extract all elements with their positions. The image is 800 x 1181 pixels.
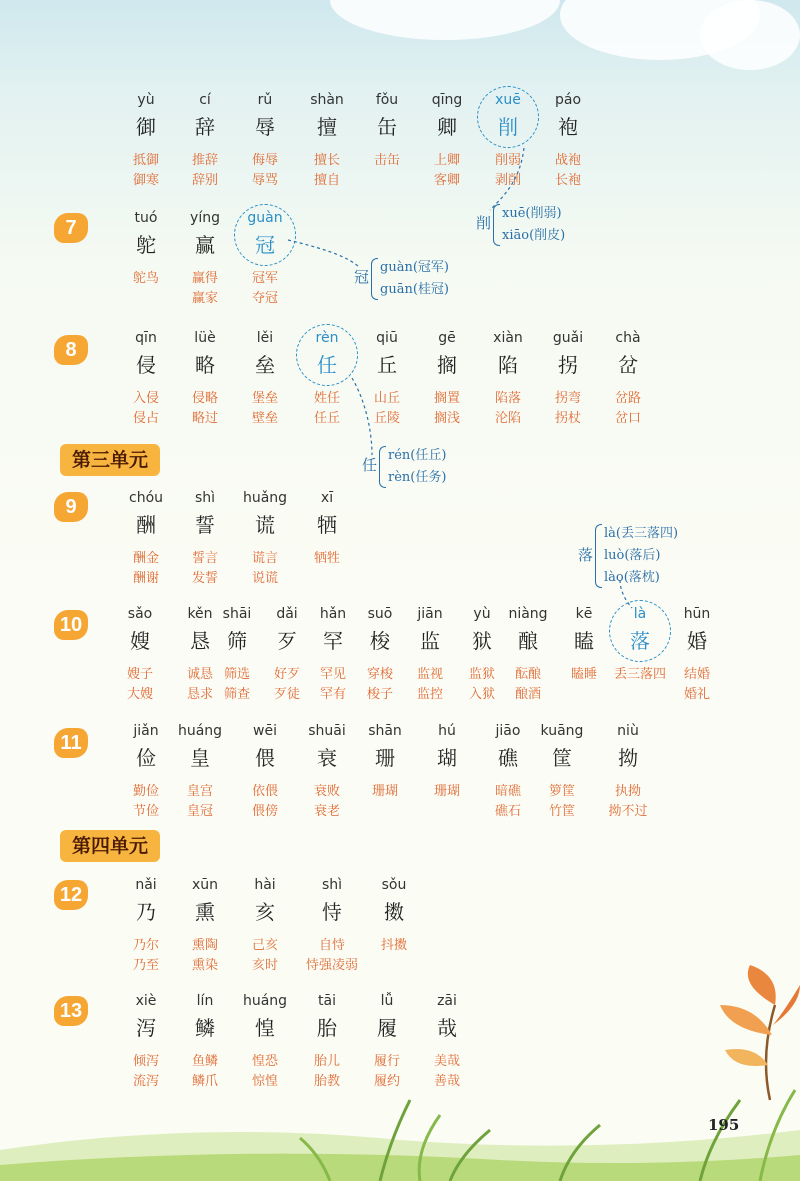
vocab-word: 乃至 — [132, 958, 160, 973]
vocab-word: 鱼鳞 — [191, 1054, 219, 1069]
polyphonic-char: 削 — [476, 214, 492, 232]
vocab-word: 竹筐 — [548, 804, 576, 819]
pinyin: qīn — [135, 330, 157, 346]
pinyin: lǚ — [380, 993, 394, 1009]
hanzi-character: 卿 — [437, 115, 457, 139]
pinyin: fǒu — [375, 92, 399, 108]
vocab-word: 偎傍 — [251, 804, 279, 819]
pinyin: huáng — [177, 723, 223, 739]
lesson-number-badge: 11 — [54, 728, 88, 758]
pinyin: gē — [438, 330, 456, 346]
vocab-word: 熏陶 — [191, 938, 219, 953]
pinyin: huáng — [242, 993, 288, 1009]
vocab-word: 诚恳 — [186, 667, 214, 682]
unit-header-3: 第三单元 — [60, 444, 160, 476]
vocab-word: 美哉 — [433, 1054, 461, 1069]
hanzi-character: 辱 — [255, 115, 275, 139]
lesson-number-badge: 9 — [54, 492, 88, 522]
polyphonic-char: 落 — [578, 546, 594, 564]
vocab-word: 丘陵 — [373, 411, 401, 426]
hanzi-character: 辞 — [195, 115, 215, 139]
reading-line: lào(落枕) — [604, 570, 660, 585]
vocab-word: 好歹 — [273, 667, 301, 682]
hanzi-character: 熏 — [195, 900, 215, 924]
vocab-word: 牺牲 — [313, 551, 341, 566]
vocab-word: 暗礁 — [494, 784, 522, 799]
hanzi-character: 侵 — [136, 353, 156, 377]
vocab-word: 御寒 — [132, 173, 160, 188]
vocab-word: 穿梭 — [366, 667, 394, 682]
vocab-word: 酿酒 — [514, 687, 542, 702]
lesson-number-badge: 8 — [54, 335, 88, 365]
lesson-number-badge: 13 — [54, 996, 88, 1026]
vocab-word: 酝酿 — [514, 667, 542, 682]
vocab-word: 客卿 — [433, 173, 461, 188]
hanzi-character: 乃 — [136, 900, 156, 924]
hanzi-character: 酿 — [518, 629, 538, 653]
vocab-word: 罕见 — [319, 667, 347, 682]
vocab-word: 长袍 — [554, 173, 582, 188]
vocab-word: 上卿 — [433, 153, 461, 168]
vocab-word: 惊惶 — [251, 1074, 279, 1089]
vocab-word: 入侵 — [132, 391, 160, 406]
pinyin: yù — [137, 92, 155, 108]
vocab-word: 执拗 — [614, 784, 642, 799]
vocab-word: 擅自 — [313, 173, 341, 188]
hanzi-character: 牺 — [317, 513, 337, 537]
vocab-word: 鳞爪 — [191, 1074, 219, 1089]
polyphonic-char: 任 — [362, 456, 378, 474]
pinyin: dǎi — [276, 606, 298, 622]
hanzi-character: 谎 — [255, 513, 275, 537]
vocab-word: 恃强凌弱 — [305, 958, 359, 973]
vocab-word: 惶恐 — [251, 1054, 279, 1069]
vocab-word: 谎言 — [251, 551, 279, 566]
vocab-word: 嫂子 — [126, 667, 154, 682]
hanzi-character: 恳 — [190, 629, 210, 653]
hanzi-character: 礁 — [498, 746, 518, 770]
pinyin: wēi — [253, 723, 277, 739]
hanzi-character: 拗 — [618, 746, 638, 770]
hanzi-character: 珊 — [375, 746, 395, 770]
vocab-word: 亥时 — [251, 958, 279, 973]
hanzi-character: 擞 — [384, 900, 404, 924]
hanzi-character: 冠 — [255, 233, 275, 257]
hanzi-character: 削 — [498, 115, 518, 139]
vocab-word: 筛查 — [223, 687, 251, 702]
vocab-word: 入狱 — [468, 687, 496, 702]
hanzi-character: 歹 — [277, 629, 297, 653]
polyphonic-char: 冠 — [354, 268, 370, 286]
hanzi-character: 泻 — [136, 1016, 156, 1040]
lesson-number-badge: 12 — [54, 880, 88, 910]
vocab-word: 剥削 — [494, 173, 522, 188]
vocab-word: 箩筐 — [548, 784, 576, 799]
pinyin: yíng — [190, 210, 220, 226]
vocab-word: 依偎 — [251, 784, 279, 799]
vocab-word: 拐弯 — [554, 391, 582, 406]
hanzi-character: 嫂 — [130, 629, 150, 653]
vocab-word: 酬谢 — [132, 571, 160, 586]
pinyin: kuāng — [540, 723, 584, 739]
vocab-word: 战袍 — [554, 153, 582, 168]
hanzi-character: 衰 — [317, 746, 337, 770]
pinyin: hūn — [683, 606, 711, 622]
vocab-word: 筛选 — [223, 667, 251, 682]
vocab-word: 己亥 — [251, 938, 279, 953]
vocab-word: 发誓 — [191, 571, 219, 586]
vocab-word: 歹徒 — [273, 687, 301, 702]
pinyin: qiū — [376, 330, 398, 346]
hanzi-character: 胎 — [317, 1016, 337, 1040]
vocab-word: 衰老 — [313, 804, 341, 819]
vocab-word: 结婚 — [683, 667, 711, 682]
hanzi-character: 俭 — [136, 746, 156, 770]
pinyin: rǔ — [257, 92, 273, 108]
vocab-word: 珊瑚 — [371, 784, 399, 799]
vocab-word: 礁石 — [494, 804, 522, 819]
hanzi-character: 搁 — [437, 353, 457, 377]
pinyin: yù — [473, 606, 491, 622]
hanzi-character: 筐 — [552, 746, 572, 770]
hanzi-character: 缶 — [377, 115, 397, 139]
pinyin: jiān — [417, 606, 443, 622]
hanzi-character: 皇 — [190, 746, 210, 770]
pinyin: tāi — [318, 993, 336, 1009]
page-number: 195 — [708, 1116, 740, 1134]
pinyin: sǒu — [381, 877, 407, 893]
pinyin: hǎn — [319, 606, 347, 622]
vocab-word: 罕有 — [319, 687, 347, 702]
pinyin: shuāi — [308, 723, 346, 739]
vocab-word: 胎教 — [313, 1074, 341, 1089]
vocab-word: 侵略 — [191, 391, 219, 406]
vocab-word: 赢家 — [191, 291, 219, 306]
vocab-word: 赢得 — [191, 271, 219, 286]
hanzi-character: 赢 — [195, 233, 215, 257]
autumn-leaf-decoration — [700, 965, 800, 1105]
hanzi-character: 垒 — [255, 353, 275, 377]
vocab-word: 乃尔 — [132, 938, 160, 953]
reading-line: xiāo(削皮) — [502, 228, 566, 243]
vocab-word: 岔路 — [614, 391, 642, 406]
pinyin: kē — [575, 606, 593, 622]
hanzi-character: 袍 — [558, 115, 578, 139]
vocab-word: 推辞 — [191, 153, 219, 168]
pinyin: shàn — [310, 92, 344, 108]
vocab-word: 抵御 — [132, 153, 160, 168]
hanzi-character: 狱 — [472, 629, 492, 653]
vocab-word: 流泻 — [132, 1074, 160, 1089]
vocab-word: 拗不过 — [608, 804, 648, 819]
vocab-word: 沦陷 — [494, 411, 522, 426]
lesson-number-badge: 7 — [54, 213, 88, 243]
vocab-word: 说谎 — [251, 571, 279, 586]
hanzi-character: 鳞 — [195, 1016, 215, 1040]
pinyin: chà — [615, 330, 641, 346]
vocab-word: 山丘 — [373, 391, 401, 406]
pinyin: rèn — [315, 330, 339, 346]
vocab-word: 熏染 — [191, 958, 219, 973]
hanzi-character: 亥 — [255, 900, 275, 924]
hanzi-character: 擅 — [317, 115, 337, 139]
vocab-word: 辱骂 — [251, 173, 279, 188]
pinyin: niàng — [508, 606, 548, 622]
hanzi-character: 哉 — [437, 1016, 457, 1040]
vocab-word: 丢三落四 — [613, 667, 667, 682]
hanzi-character: 御 — [136, 115, 156, 139]
vocab-word: 衰败 — [313, 784, 341, 799]
hanzi-character: 偎 — [255, 746, 275, 770]
hanzi-character: 誓 — [195, 513, 215, 537]
reading-line: rén(任丘) — [388, 448, 447, 463]
pinyin: lüè — [194, 330, 216, 346]
vocab-word: 姓任 — [313, 391, 341, 406]
vocab-word: 珊瑚 — [433, 784, 461, 799]
pinyin: kěn — [187, 606, 213, 622]
pinyin: zāi — [437, 993, 457, 1009]
vocab-word: 搁浅 — [433, 411, 461, 426]
vocab-word: 冠军 — [251, 271, 279, 286]
unit-header-4: 第四单元 — [60, 830, 160, 862]
vocab-word: 誓言 — [191, 551, 219, 566]
vocab-word: 监视 — [416, 667, 444, 682]
vocab-word: 履约 — [373, 1074, 401, 1089]
pinyin: suō — [367, 606, 393, 622]
pinyin: shāi — [222, 606, 252, 622]
pinyin: lín — [196, 993, 214, 1009]
pinyin: xiàn — [493, 330, 523, 346]
vocab-word: 监控 — [416, 687, 444, 702]
pinyin: xiè — [135, 993, 157, 1009]
pinyin: shān — [368, 723, 402, 739]
pinyin: xūn — [191, 877, 219, 893]
hanzi-character: 鸵 — [136, 233, 156, 257]
pinyin: nǎi — [135, 877, 157, 893]
hanzi-character: 监 — [420, 629, 440, 653]
vocab-word: 陷落 — [494, 391, 522, 406]
pinyin: guǎi — [552, 330, 584, 346]
hanzi-character: 瞌 — [574, 629, 594, 653]
vocab-word: 瞌睡 — [570, 667, 598, 682]
vocab-word: 抖擞 — [380, 938, 408, 953]
reading-line: rèn(任务) — [388, 470, 447, 485]
pinyin: lěi — [256, 330, 274, 346]
pinyin: cí — [199, 92, 211, 108]
hanzi-character: 陷 — [498, 353, 518, 377]
vocab-word: 梭子 — [366, 687, 394, 702]
hanzi-character: 任 — [317, 353, 337, 377]
hanzi-character: 略 — [195, 353, 215, 377]
pinyin: páo — [554, 92, 582, 108]
vocab-word: 擅长 — [313, 153, 341, 168]
vocab-word: 监狱 — [468, 667, 496, 682]
vocab-word: 壁垒 — [251, 411, 279, 426]
pinyin: huǎng — [242, 490, 288, 506]
vocab-word: 鸵鸟 — [132, 271, 160, 286]
hanzi-character: 拐 — [558, 353, 578, 377]
hanzi-character: 惶 — [255, 1016, 275, 1040]
grass-decoration — [0, 1060, 800, 1181]
pinyin: xuē — [495, 92, 521, 108]
hanzi-character: 恃 — [322, 900, 342, 924]
vocab-word: 皇宫 — [186, 784, 214, 799]
vocab-word: 夺冠 — [251, 291, 279, 306]
pinyin: hú — [438, 723, 456, 739]
reading-line: guān(桂冠) — [380, 282, 449, 297]
pinyin: shì — [321, 877, 343, 893]
hanzi-character: 筛 — [227, 629, 247, 653]
lesson-number-badge: 10 — [54, 610, 88, 640]
pinyin: là — [633, 606, 647, 622]
pinyin: sǎo — [127, 606, 153, 622]
vocab-word: 大嫂 — [126, 687, 154, 702]
vocab-word: 倾泻 — [132, 1054, 160, 1069]
pinyin: qīng — [431, 92, 463, 108]
vocab-word: 略过 — [191, 411, 219, 426]
hanzi-character: 酬 — [136, 513, 156, 537]
vocab-word: 善哉 — [433, 1074, 461, 1089]
hanzi-character: 落 — [630, 629, 650, 653]
vocab-word: 辞别 — [191, 173, 219, 188]
vocab-word: 恳求 — [186, 687, 214, 702]
vocab-word: 履行 — [373, 1054, 401, 1069]
hanzi-character: 梭 — [370, 629, 390, 653]
hanzi-character: 婚 — [687, 629, 707, 653]
hanzi-character: 履 — [377, 1016, 397, 1040]
vocab-word: 皇冠 — [186, 804, 214, 819]
vocab-word: 胎儿 — [313, 1054, 341, 1069]
hanzi-character: 岔 — [618, 353, 638, 377]
pinyin: chóu — [128, 490, 164, 506]
vocab-word: 击缶 — [373, 153, 401, 168]
reading-line: guàn(冠军) — [380, 260, 449, 275]
vocab-word: 酬金 — [132, 551, 160, 566]
vocab-word: 婚礼 — [683, 687, 711, 702]
pinyin: xī — [320, 490, 334, 506]
vocab-word: 勤俭 — [132, 784, 160, 799]
reading-line: là(丢三落四) — [604, 526, 679, 541]
reading-line: luò(落后) — [604, 548, 661, 563]
vocab-word: 削弱 — [494, 153, 522, 168]
hanzi-character: 罕 — [323, 629, 343, 653]
hanzi-character: 瑚 — [437, 746, 457, 770]
hanzi-character: 丘 — [377, 353, 397, 377]
pinyin: hài — [254, 877, 276, 893]
vocab-word: 侵占 — [132, 411, 160, 426]
reading-line: xuē(削弱) — [502, 206, 562, 221]
vocab-word: 自恃 — [318, 938, 346, 953]
vocab-word: 节俭 — [132, 804, 160, 819]
pinyin: tuó — [134, 210, 158, 226]
pinyin: shì — [194, 490, 216, 506]
pinyin: jiāo — [495, 723, 521, 739]
vocab-word: 岔口 — [614, 411, 642, 426]
vocab-word: 搁置 — [433, 391, 461, 406]
vocab-word: 拐杖 — [554, 411, 582, 426]
vocab-word: 任丘 — [313, 411, 341, 426]
vocab-word: 堡垒 — [251, 391, 279, 406]
vocab-word: 侮辱 — [251, 153, 279, 168]
pinyin: guàn — [247, 210, 283, 226]
pinyin: jiǎn — [133, 723, 159, 739]
pinyin: niù — [617, 723, 639, 739]
